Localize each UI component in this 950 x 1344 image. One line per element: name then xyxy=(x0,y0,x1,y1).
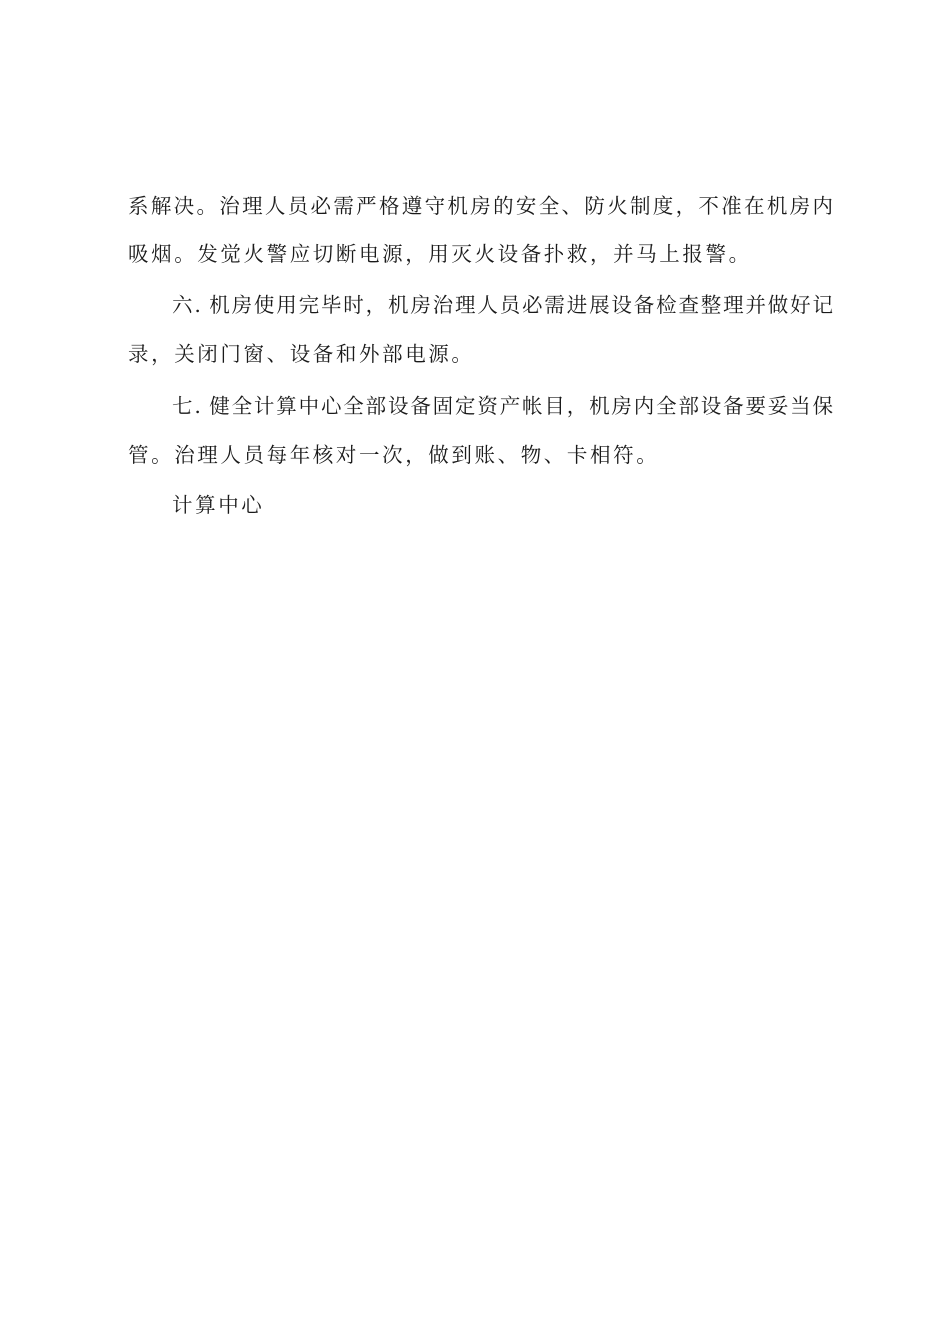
signature-department: 计算中心 xyxy=(172,493,265,517)
item-6-line-1: 六. 机房使用完毕时，机房治理人员必需进展设备检查整理并做好记 xyxy=(172,293,833,317)
paragraph-5-line-3: 吸烟。发觉火警应切断电源，用灭火设备扑救，并马上报警。 xyxy=(128,242,752,266)
item-7-line-2: 管。治理人员每年核对一次，做到账、物、卡相符。 xyxy=(128,443,660,467)
paragraph-5-line-2: 系解决。治理人员必需严格遵守机房的安全、防火制度，不准在机房内 xyxy=(128,194,833,218)
item-7-line-1: 七. 健全计算中心全部设备固定资产帐目，机房内全部设备要妥当保 xyxy=(172,394,833,418)
item-6-line-2: 录，关闭门窗、设备和外部电源。 xyxy=(128,342,475,366)
